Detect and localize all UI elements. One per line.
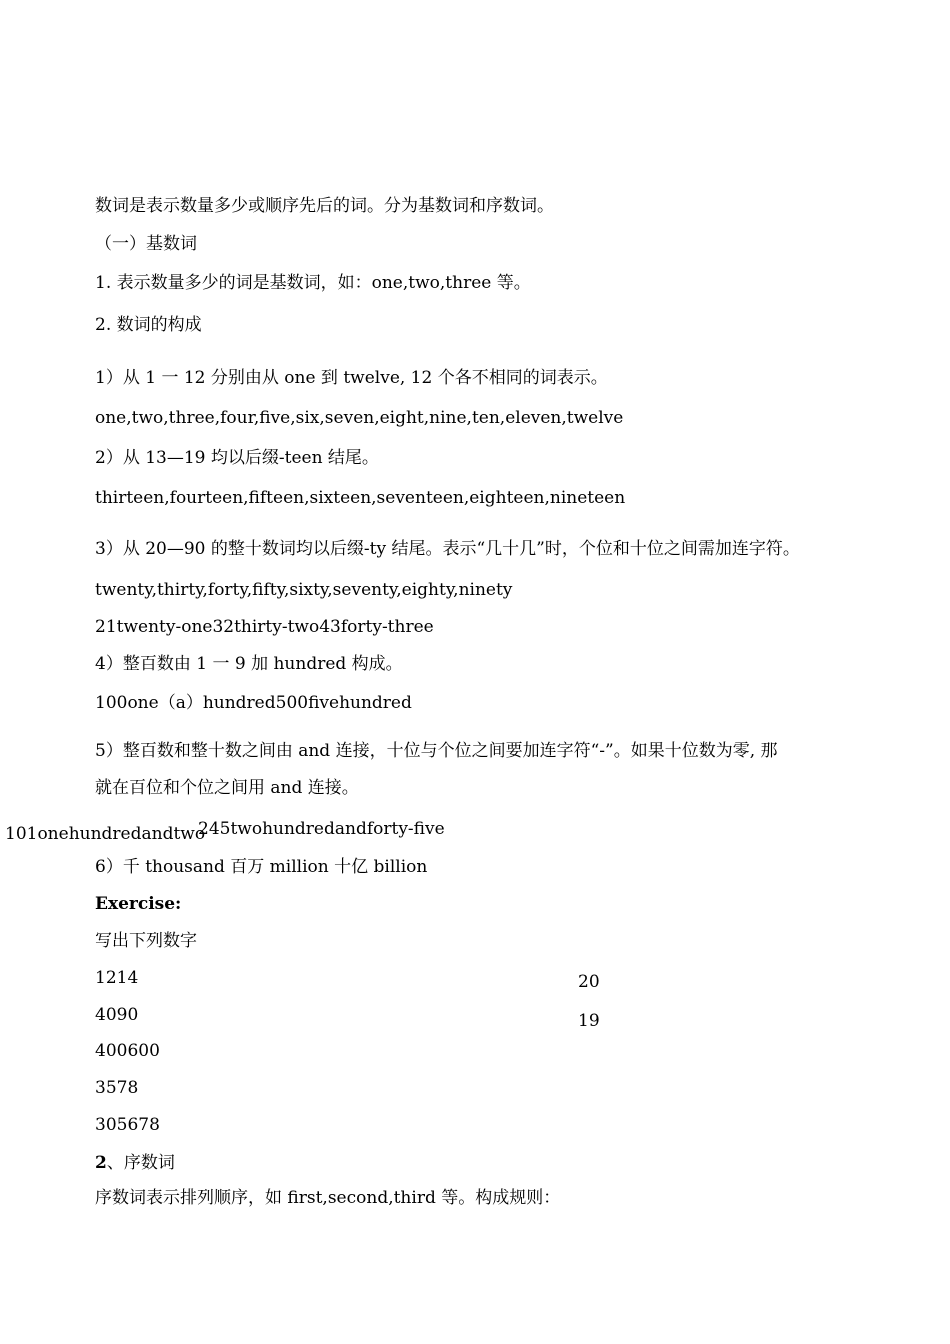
rule-1: 1）从 1 一 12 分别由从 one 到 twelve, 12 个各不相同的词表示。 — [95, 368, 608, 388]
point-2: 2. 数词的构成 — [95, 315, 202, 335]
rule-3-example-1: twenty,thirty,forty,fifty,sixty,seventy,eighty,ninety — [95, 580, 513, 600]
point-1: 1. 表示数量多少的词是基数词，如：one,two,three 等。 — [95, 273, 531, 293]
exercise-instruction: 写出下列数字 — [95, 931, 197, 951]
rule-3-example-2: 21twenty-one32thirty-two43forty-three — [95, 617, 434, 637]
rule-5-example-a: 101onehundredandtwo — [5, 824, 206, 839]
rule-3: 3）从 20—90 的整十数词均以后缀-ty 结尾。表示“几十几”时，个位和十位之间需加连字符。 — [95, 539, 800, 559]
rule-6: 6）千 thousand 百万 million 十亿 billion — [95, 857, 428, 877]
rule-5-line-1: 5）整百数和整十数之间由 and 连接，十位与个位之间要加连字符“-”。如果十位数为零, 那 — [95, 741, 778, 761]
rule-2-example: thirteen,fourteen,fifteen,sixteen,seventeen,eighteen,nineteen — [95, 488, 626, 508]
exercise-title: Exercise: — [95, 894, 182, 914]
rule-1-example: one,two,three,four,five,six,seven,eight,nine,ten,eleven,twelve — [95, 408, 624, 428]
exercise-right-item: 20 — [578, 972, 600, 992]
exercise-item: 4090 — [95, 1005, 139, 1025]
exercise-item: 400600 — [95, 1041, 160, 1061]
section-heading-ordinal — [95, 1152, 175, 1174]
rule-4: 4）整百数由 1 一 9 加 hundred 构成。 — [95, 654, 403, 674]
rule-5-example-b: 245twohundredandforty-five — [198, 819, 445, 839]
section-2-description: 序数词表示排列顺序，如 first,second,third 等。构成规则： — [95, 1188, 561, 1208]
section-heading-cardinal: （一）基数词 — [95, 234, 197, 254]
rule-5-line-2: 就在百位和个位之间用 and 连接。 — [95, 778, 359, 798]
section-2-title: 、序数词 — [106, 1153, 175, 1173]
exercise-right-item: 19 — [578, 1011, 600, 1026]
section-2-number: 2 — [95, 1153, 107, 1173]
rule-2: 2）从 13—19 均以后缀-teen 结尾。 — [95, 448, 379, 468]
exercise-item: 305678 — [95, 1115, 160, 1135]
intro-text: 数词是表示数量多少或顺序先后的词。分为基数词和序数词。 — [95, 196, 554, 216]
rule-4-example: 100one（a）hundred500fivehundred — [95, 693, 412, 713]
exercise-item: 1214 — [95, 968, 139, 988]
exercise-item: 3578 — [95, 1078, 139, 1098]
